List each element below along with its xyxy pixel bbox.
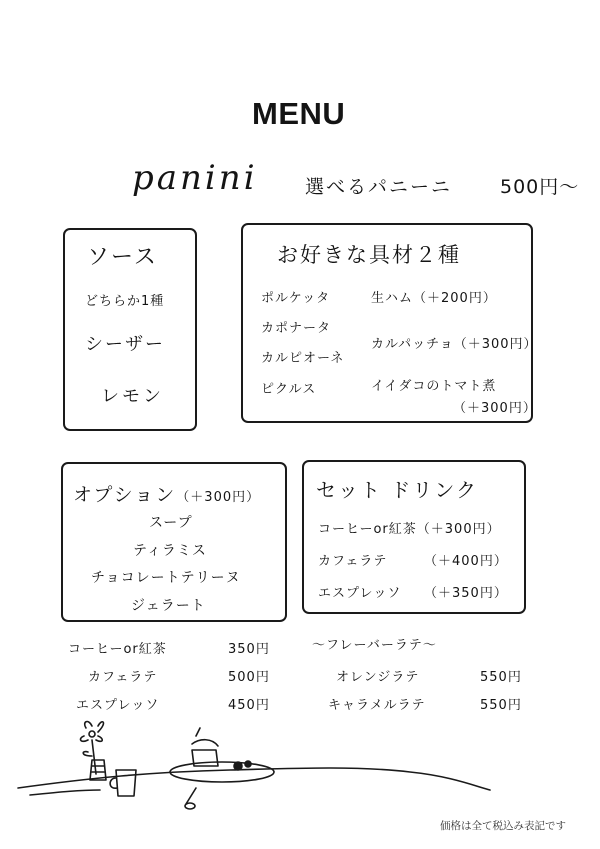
options-price: （＋300円） [176,490,261,505]
filling-carpione: カルピオーネ [261,351,345,366]
options-title: オプション [73,484,177,506]
set-drink-espresso-price: （＋350円） [424,586,508,601]
plate-icon [170,728,274,782]
flower-icon [81,722,106,780]
option-chocolate-terrine: チョコレートテリーヌ [91,570,241,586]
panini-script-title: panini [132,158,258,198]
set-drink-espresso-name: エスプレッソ [318,586,402,601]
drink-espresso-price: 450円 [228,698,270,713]
sauce-note: どちらか1種 [85,294,165,309]
option-gelato: ジェラート [131,598,206,614]
options-header [73,480,260,507]
option-tiramisu: ティラミス [133,543,207,559]
sauce-box [63,228,197,431]
horizon-line [18,768,490,790]
drink-coffee-name: コーヒーor紅茶 [68,642,167,657]
filling-carpaccio-price: （＋300円） [453,337,538,352]
set-drink-cafelatte-price: （＋400円） [424,554,508,569]
drink-espresso-name: エスプレッソ [76,698,160,713]
drink-cafelatte-price: 500円 [228,670,270,685]
filling-octopus-price: （＋300円） [453,401,537,416]
set-drink-title: セット ドリンク [316,478,478,502]
filling-pickles: ピクルス [261,382,317,397]
panini-price: 500円〜 [500,176,580,198]
cup-icon [110,770,136,796]
tax-note: 価格は全て税込み表記です [440,820,566,832]
set-drink-box [302,460,526,614]
drink-cafelatte-name: カフェラテ [88,670,158,685]
set-drink-coffee [318,518,501,537]
flavor-orange-price: 550円 [480,670,522,685]
filling-porchetta: ポルケッタ [261,291,331,306]
sauce-title: ソース [87,245,158,270]
fillings-title: お好きな具材２種 [277,243,461,267]
filling-octopus-name: イイダコのトマト煮 [371,379,497,394]
set-drink-coffee-price: （＋300円） [416,522,501,537]
sauce-option-caesar: シーザー [85,334,165,355]
cafe-illustration [0,700,600,830]
fillings-box [241,223,538,423]
flavor-caramel-price: 550円 [480,698,522,713]
flavor-orange-name: オレンジラテ [336,670,420,685]
filling-prosciutto [371,287,497,306]
panini-tagline: 選べるパニーニ [305,176,453,198]
filling-carpaccio-name: カルパッチョ [371,337,454,352]
filling-prosciutto-name: 生ハム [371,291,414,306]
set-drink-coffee-name: コーヒーor紅茶 [318,522,417,537]
filling-caponata: カポナータ [261,321,332,336]
option-soup: スープ [149,515,193,531]
set-drink-cafelatte-name: カフェラテ [318,554,388,569]
options-box [61,462,287,622]
flavor-caramel-name: キャラメルラテ [328,698,426,713]
filling-carpaccio [371,333,538,352]
sauce-option-lemon: レモン [101,386,164,407]
menu-title: MENU [252,96,346,131]
spoon-icon [185,788,196,809]
filling-prosciutto-price: （＋200円） [413,291,497,306]
flavor-latte-title: 〜フレーバーラテ〜 [312,638,437,653]
drink-coffee-price: 350円 [228,642,270,657]
